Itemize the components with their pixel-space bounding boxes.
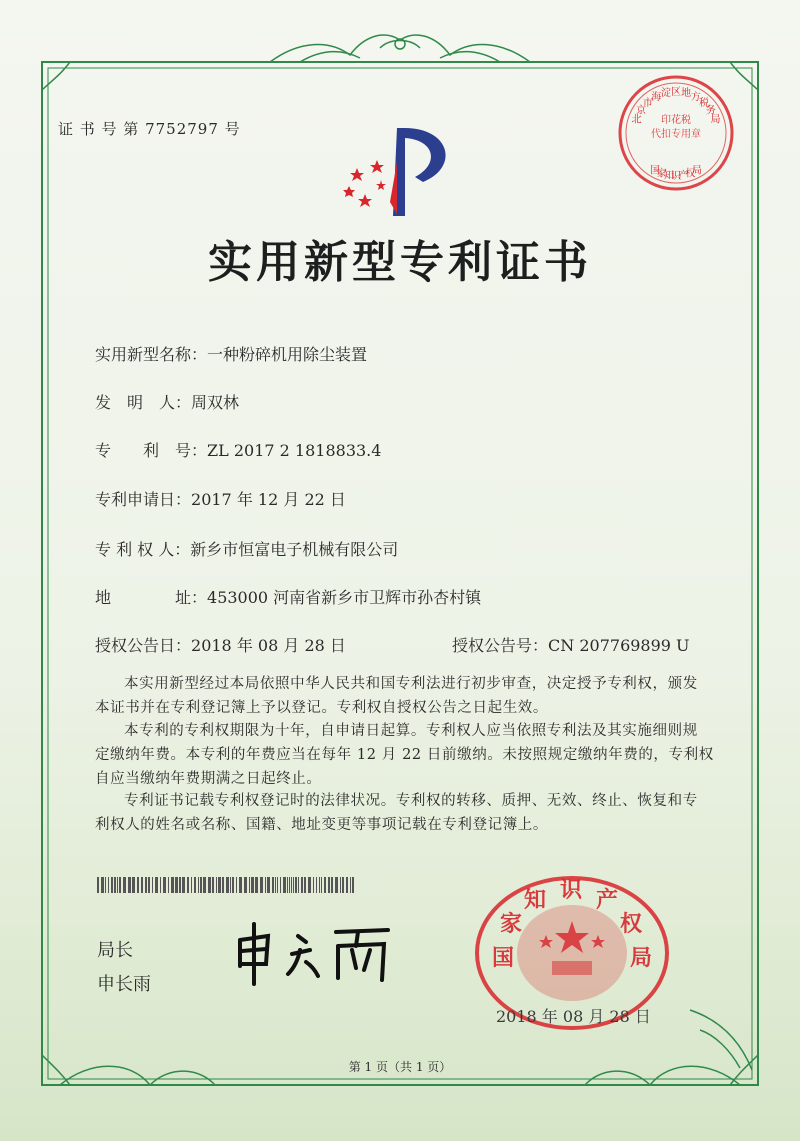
cnipa-logo [335, 122, 465, 222]
paragraph-legal-status [95, 789, 715, 837]
barcode-bar [182, 877, 185, 893]
barcode-bar [230, 877, 231, 893]
barcode-bar [212, 877, 214, 893]
field-value: 2018 年 08 月 28 日 [191, 636, 346, 655]
svg-text:权: 权 [620, 912, 643, 937]
field-label: 授权公告日： [95, 636, 192, 655]
field-value: 新乡市恒富电子机械有限公司 [190, 540, 399, 559]
barcode-bar [218, 877, 221, 893]
stamp-ring-char: 北 [631, 114, 642, 126]
page-number: 第 1 页（共 1 页） [348, 1060, 452, 1074]
field-patentee [95, 537, 398, 560]
barcode-bar [191, 877, 192, 893]
barcode-bar [267, 877, 270, 893]
barcode-bar [321, 877, 322, 893]
director-signature [228, 918, 403, 988]
barcode-bar [280, 877, 281, 893]
field-grant-number [452, 633, 690, 656]
field-label: 专利申请日： [95, 490, 192, 509]
paragraph-term [95, 719, 715, 791]
barcode-bar [128, 877, 131, 893]
paragraph-line: 自应当缴纳年费期满之日起终止。 [95, 771, 322, 787]
field-grant-date [95, 633, 346, 656]
stamp-ring-char: 区 [671, 87, 681, 98]
barcode-bar [175, 877, 178, 893]
barcode-bar [108, 877, 109, 893]
barcode-bar [97, 877, 99, 893]
director-title: 局长 [97, 940, 133, 961]
svg-text:代扣专用章: 代扣专用章 [651, 129, 701, 140]
barcode-bar [239, 877, 242, 893]
barcode-bar [298, 877, 299, 893]
barcode-bar [163, 877, 166, 893]
barcode-bar [198, 877, 199, 893]
barcode-bar [101, 877, 104, 893]
barcode-bar [301, 877, 303, 893]
barcode-bar [236, 877, 237, 893]
barcode-bar [251, 877, 254, 893]
field-label: 专 利 号： [95, 441, 208, 460]
barcode-bar [203, 877, 206, 893]
field-value: 2017 年 12 月 22 日 [191, 490, 346, 509]
barcode-bar [308, 877, 311, 893]
barcode-bar [244, 877, 247, 893]
seal-date: 2018 年 08 月 28 日 [496, 1007, 651, 1026]
field-label: 授权公告号： [452, 636, 549, 655]
stamp-ring-char: 税 [699, 97, 710, 109]
barcode-bar [331, 877, 333, 893]
barcode-bar [216, 877, 217, 893]
stamp-ring-char: 市 [642, 97, 653, 109]
barcode-bar [171, 877, 174, 893]
svg-text:家: 家 [500, 912, 523, 937]
barcode-bar [155, 877, 158, 893]
paragraph-line: 利权人的姓名或名称、国籍、地址变更等事项记载在专利登记簿上。 [95, 817, 548, 833]
barcode-bar [275, 877, 276, 893]
barcode-bar [350, 877, 351, 893]
svg-text:知: 知 [524, 888, 547, 913]
barcode-bar [352, 877, 354, 893]
field-filing-date [95, 487, 346, 510]
field-inventor [95, 390, 239, 413]
barcode-bar [111, 877, 113, 893]
svg-text:产: 产 [596, 888, 619, 913]
barcode-bar [179, 877, 181, 893]
barcode-bar [117, 877, 118, 893]
stamp-ring-char: 京 [636, 105, 647, 117]
stamp-ring-char: 局 [692, 165, 702, 177]
barcode-bar [168, 877, 169, 893]
field-value: CN 207769899 U [548, 636, 690, 655]
field-label: 发 明 人： [95, 393, 192, 412]
certificate-title: 实用新型专利证书 [208, 237, 592, 288]
stamp-ring-char: 识 [671, 171, 681, 182]
field-value: 一种粉碎机用除尘装置 [207, 345, 368, 364]
barcode-bar [226, 877, 229, 893]
stamp-ring-char: 地 [681, 88, 692, 100]
paragraph-line: 专利证书记载专利权登记时的法律状况。专利权的转移、质押、无效、终止、恢复和专 [124, 793, 698, 809]
barcode-bar [316, 877, 317, 893]
svg-text:局: 局 [630, 946, 653, 971]
top-ornament [270, 35, 530, 62]
barcode-bar [324, 877, 326, 893]
svg-text:识: 识 [560, 878, 583, 903]
field-label: 地 址： [95, 588, 208, 607]
stamp-ring-char: 家 [656, 168, 667, 180]
barcode-bar [265, 877, 266, 893]
stamp-ring-char: 知 [663, 170, 674, 182]
barcode-bar [194, 877, 196, 893]
barcode-bar [283, 877, 286, 893]
stamp-ring-char: 淀 [660, 88, 671, 100]
barcode-bar [141, 877, 143, 893]
field-address [95, 585, 481, 608]
svg-text:印花税: 印花税 [661, 115, 691, 126]
barcode-bar [123, 877, 126, 893]
barcode-bar [328, 877, 330, 893]
barcode-bar [277, 877, 278, 893]
barcode-bar [287, 877, 288, 893]
field-patent-number [95, 438, 381, 461]
barcode-bar [313, 877, 314, 893]
barcode-bar [319, 877, 320, 893]
stamp-ring-char: 务 [705, 105, 716, 117]
barcode-bar [114, 877, 116, 893]
paragraph-line: 本证书并在专利登记簿上予以登记。专利权自授权公告之日起生效。 [95, 700, 548, 716]
barcode-bar [293, 877, 294, 893]
stamp-ring-char: 国 [650, 165, 660, 177]
barcode-bar [145, 877, 147, 893]
stamp-ring-char: 方 [690, 91, 701, 103]
barcode-bar [137, 877, 139, 893]
paragraph-grant [95, 672, 715, 720]
stamp-ring-char: 局 [710, 114, 721, 126]
stamp-ring-char: 权 [685, 168, 696, 180]
barcode-bar [335, 877, 338, 893]
paragraph-line: 本专利的专利权期限为十年，自申请日起算。专利权人应当依照专利法及其实施细则规 [124, 723, 698, 739]
barcode-bar [249, 877, 250, 893]
paragraph-line: 定缴纳年费。本专利的年费应当在每年 12 月 22 日前缴纳。未按照规定缴纳年费的，专利权 [95, 747, 714, 763]
barcode-bar [160, 877, 161, 893]
barcode-bar [346, 877, 348, 893]
barcode [97, 877, 357, 893]
barcode-bar [132, 877, 135, 893]
barcode-bar [148, 877, 150, 893]
barcode-bar [340, 877, 341, 893]
barcode-bar [342, 877, 344, 893]
barcode-bar [289, 877, 290, 893]
barcode-bar [152, 877, 153, 893]
barcode-bar [295, 877, 297, 893]
field-label: 实用新型名称： [95, 345, 208, 364]
stamp-ring-char: 海 [651, 91, 662, 103]
certificate-number: 证 书 号 第 7752797 号 [58, 120, 241, 138]
director-name: 申长雨 [97, 974, 151, 995]
barcode-bar [232, 877, 234, 893]
barcode-bar [187, 877, 189, 893]
paragraph-line: 本实用新型经过本局依照中华人民共和国专利法进行初步审查，决定授予专利权，颁发 [124, 676, 698, 692]
tax-stamp [612, 73, 740, 193]
field-utility-model-name [95, 342, 367, 365]
field-value: 453000 河南省新乡市卫辉市孙杏村镇 [207, 588, 482, 607]
barcode-bar [200, 877, 202, 893]
field-label: 专 利 权 人： [95, 540, 191, 559]
barcode-bar [291, 877, 292, 893]
barcode-bar [208, 877, 211, 893]
svg-text:国: 国 [492, 946, 515, 971]
barcode-bar [222, 877, 224, 893]
barcode-bar [255, 877, 258, 893]
stamp-ring-char: 产 [678, 170, 689, 182]
barcode-bar [119, 877, 121, 893]
barcode-bar [260, 877, 263, 893]
field-value: ZL 2017 2 1818833.4 [207, 441, 382, 460]
barcode-bar [304, 877, 306, 893]
barcode-bar [272, 877, 274, 893]
barcode-bar [105, 877, 106, 893]
field-value: 周双林 [191, 393, 240, 412]
